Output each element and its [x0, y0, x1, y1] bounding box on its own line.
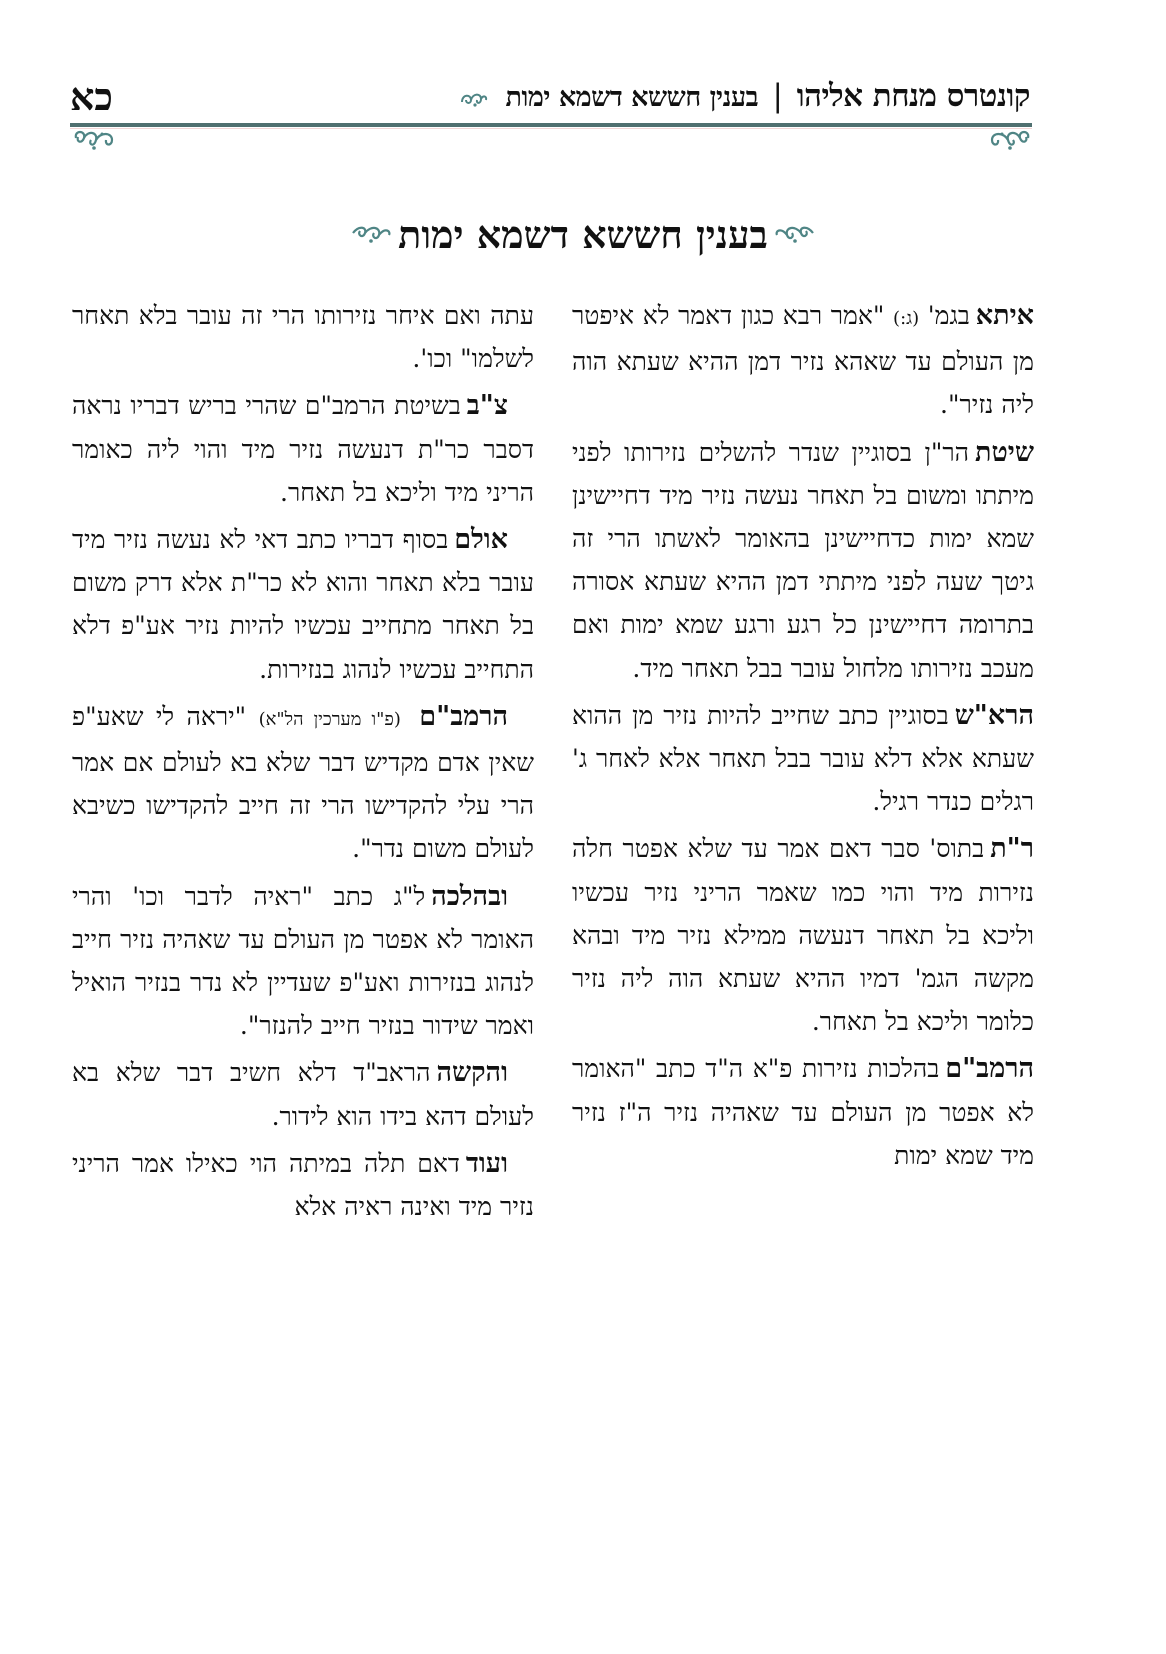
paragraph: [72, 875, 534, 1048]
paragraph-lead: הרא"ש: [954, 699, 1034, 731]
paragraph-lead: שיטת: [975, 436, 1034, 468]
paragraph: [572, 431, 1034, 690]
paragraph-text: בתוס' סבר דאם אמר עד שלא אפטר חלה נזירות מיד והוי כמו שאמר הריני נזיר עכשיו וליכא בל תאחר דנעשה ממילא נזיר מיד ובהא מקשה הגמ' דמיו ההיא שעתא הוה ליה נזיר כלומר וליכא בל תאחר.: [572, 834, 1034, 1037]
paragraph-text: בסוף דבריו כתב דאי לא נעשה נזיר מיד עובר בלא תאחר והוא לא כר"ת אלא דרק משום בל תאחר מתחייב עכשיו להיות נזיר אע"פ דלא התחייב עכשיו לנהוג בנזירות.: [72, 525, 534, 684]
section-heading-text: בענין חששא דשמא ימות: [398, 212, 768, 257]
paragraph-text: "אמר רבא כגון דאמר לא איפטר מן העולם עד שאהא נזיר דמן ההיא שעתא הוה ליה נזיר".: [572, 301, 1034, 420]
header-rule-shadow: [70, 128, 1032, 129]
paragraph-lead: ר"ת: [990, 833, 1034, 865]
paragraph: [72, 384, 534, 514]
page-header: [70, 74, 1030, 119]
paragraph: [72, 1142, 534, 1228]
paragraph-lead: ובהלכה: [431, 880, 508, 912]
paragraph-text: בשיטת הרמב"ם שהרי בריש דבריו נראה דסבר כר"ת דנעשה נזיר מיד והוי ליה כאומר הריני מיד וליכא בל תאחר.: [72, 391, 534, 507]
paragraph-lead: איתא: [975, 300, 1034, 331]
flourish-icon: [72, 128, 122, 156]
paragraph-text: עתה ואם איחר נזירותו הרי זה עובר בלא תאחר לשלמו" וכו'.: [72, 301, 534, 374]
paragraph: [72, 518, 534, 691]
section-title: בענין חששא דשמא ימות: [505, 82, 759, 113]
paragraph: [72, 1051, 534, 1137]
paragraph-text: בגמ': [927, 301, 970, 330]
paragraph: [572, 294, 1034, 427]
right-column: [572, 294, 1034, 1181]
paragraph-lead: צ"ב: [466, 390, 508, 422]
book-title: קונטרס מנחת אליהו: [796, 78, 1030, 114]
flourish-icon: [982, 128, 1032, 156]
flourish-icon: [459, 80, 489, 116]
paragraph-text: בסוגיין כתב שחייב להיות נזיר מן ההוא שעתא אלא דלא עובר בבל תאחר אלא לאחר ג' רגלים כנדר רגיל.: [572, 700, 1034, 817]
flourish-icon: [773, 221, 815, 249]
left-column: [72, 294, 534, 1232]
source-reference: (ג:): [893, 308, 920, 329]
paragraph-text: הראב"ד דלא חשיב דבר שלא בא לעולם דהא בידו הוא לידור.: [72, 1058, 534, 1131]
paragraph-lead: הרמב"ם: [945, 1053, 1034, 1085]
paragraph: [72, 695, 534, 871]
paragraph-lead: ועוד: [465, 1147, 508, 1179]
title-separator: |: [772, 78, 783, 114]
paragraph-lead: הרמב"ם: [419, 700, 509, 732]
running-title: [459, 78, 1030, 116]
paragraph-text: ל"ג כתב "ראיה לדבר וכו' והרי האומר לא אפטר מן העולם עד שאהיה נזיר חייב לנהוג בנזירות ואע"פ שעדיין לא נדר בנזיר הואיל ואמר שידור בנזיר חייב להנזר".: [72, 881, 534, 1041]
section-heading: [0, 212, 1166, 258]
paragraph: [72, 294, 534, 380]
paragraph-lead: והקשה: [436, 1057, 508, 1089]
paragraph-text: בהלכות נזירות פ"א ה"ד כתב "האומר לא אפטר מן העולם עד שאהיה נזיר ה"ז נזיר מיד שמא ימות: [572, 1054, 1034, 1170]
paragraph-text: דאם תלה במיתה הוי כאילו אמר הריני נזיר מיד ואינה ראיה אלא: [72, 1148, 534, 1222]
paragraph: [572, 827, 1034, 1043]
paragraph-text: "יראה לי שאע"פ שאין אדם מקדיש דבר שלא בא לעולם אם אמר הרי עלי להקדישו הרי זה חייב להקדישו כשיבא לעולם משום נדר".: [72, 701, 534, 864]
header-rule: [70, 123, 1032, 127]
source-reference: (פ"ו מערכין הל"א): [258, 708, 401, 730]
page-number: כא: [70, 74, 113, 119]
flourish-icon: [351, 221, 393, 249]
paragraph-lead: אולם: [454, 524, 508, 556]
paragraph-text: הר"ן בסוגיין שנדר להשלים נזירותו לפני מיתתו ומשום בל תאחר נעשה נזיר מיד דחיישינן שמא ימות כדחיישינן בהאומר לאשתו הרי זה גיטך שעה לפני מיתתי דמן ההיא שעתא אסורה בתרומה דחיישינן כל רגע ורגע שמא ימות ואם מעכב נזירותו מלחול עובר בבל תאחר מיד.: [572, 437, 1034, 683]
paragraph: [572, 1047, 1034, 1177]
paragraph: [572, 694, 1034, 824]
